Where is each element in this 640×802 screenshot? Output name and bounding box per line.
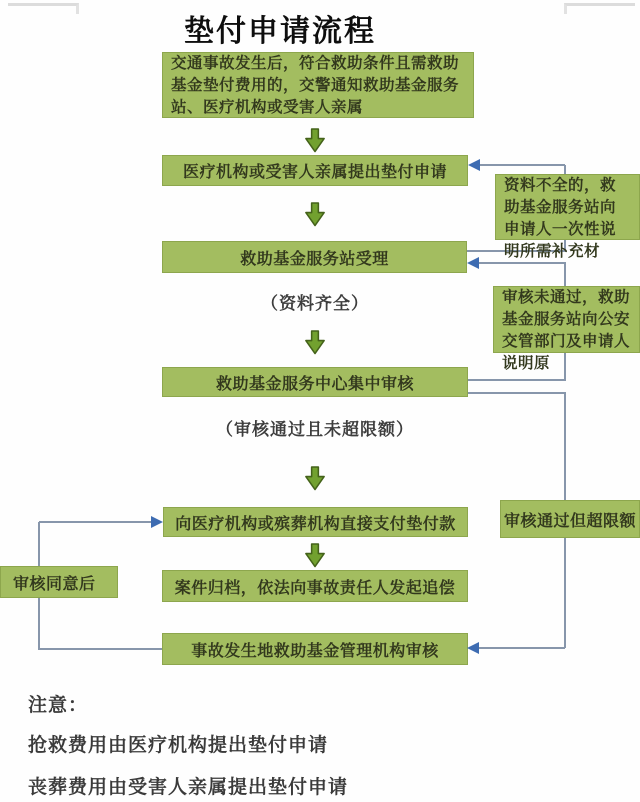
flow-box-pay	[163, 507, 468, 537]
side-box-approved-after	[0, 566, 118, 598]
side-box-approved-after-label: 审核同意后	[13, 575, 96, 593]
notes-line-rescue: 抢救费用由医疗机构提出垫付申请	[28, 735, 329, 756]
side-box-review-rejected	[493, 286, 640, 372]
flow-box-accident-notice	[162, 52, 474, 118]
flow-box-pay-label: 向医疗机构或殡葬机构直接支付垫付款	[175, 515, 456, 533]
flow-box-local-review	[162, 633, 468, 665]
connector-line	[564, 262, 566, 286]
flow-box-accident-notice-label: 交通事故发生后，符合救助条件且需救助基金垫付费用的，交警通知救助基金服务站、医疗机构或受害人亲属	[171, 55, 460, 116]
side-box-incomplete-materials	[495, 174, 640, 260]
side-box-over-limit	[500, 500, 640, 538]
flow-box-archive-label: 案件归档，依法向事故责任人发起追偿	[174, 579, 456, 597]
flow-box-accept-label: 救助基金服务站受理	[240, 250, 389, 268]
side-box-over-limit-label: 审核通过但超限额	[503, 512, 636, 530]
arrow-down-icon	[303, 128, 327, 153]
connector-line	[564, 353, 566, 381]
side-box-review-rejected-label: 审核未通过，救助基金服务站向公安交管部门及申请人说明原	[502, 289, 631, 372]
arrowhead-right-icon	[151, 516, 163, 528]
flow-box-central-review-label: 救助基金服务中心集中审核	[215, 375, 414, 393]
connector-line	[39, 648, 162, 650]
flow-box-archive	[162, 570, 468, 602]
arrow-down-icon	[303, 202, 327, 227]
arrow-down-icon	[303, 330, 327, 355]
connector-line	[479, 164, 565, 166]
arrow-down-icon	[303, 466, 327, 491]
connector-line	[564, 392, 566, 500]
flow-box-central-review	[162, 367, 468, 397]
side-box-incomplete-materials-label: 资料不全的，救助基金服务站向申请人一次性说明所需补充材	[504, 177, 617, 260]
arrowhead-left-icon	[467, 642, 479, 654]
arrowhead-left-icon	[468, 159, 480, 171]
flow-box-local-review-label: 事故发生地救助基金管理机构审核	[191, 642, 439, 660]
connector-line	[467, 392, 565, 394]
connector-line	[39, 521, 153, 523]
corner-mark-top-left	[8, 3, 79, 14]
condition-label-approved: （审核通过且未超限额）	[216, 420, 414, 439]
notes-heading: 注意：	[28, 695, 89, 716]
connector-line	[479, 647, 565, 649]
arrow-down-icon	[303, 543, 327, 568]
flow-box-apply-label: 医疗机构或受害人亲属提出垫付申请	[182, 164, 447, 181]
corner-mark-top-right	[564, 3, 635, 14]
connector-line	[467, 379, 565, 381]
condition-label-complete: （资料齐全）	[261, 294, 369, 313]
flow-box-apply	[162, 155, 468, 186]
connector-line	[564, 538, 566, 648]
arrowhead-left-icon	[467, 257, 479, 269]
notes-line-funeral: 丧葬费用由受害人亲属提出垫付申请	[28, 777, 349, 798]
page-title: 垫付申请流程	[184, 15, 376, 48]
flow-box-accept	[162, 241, 467, 273]
